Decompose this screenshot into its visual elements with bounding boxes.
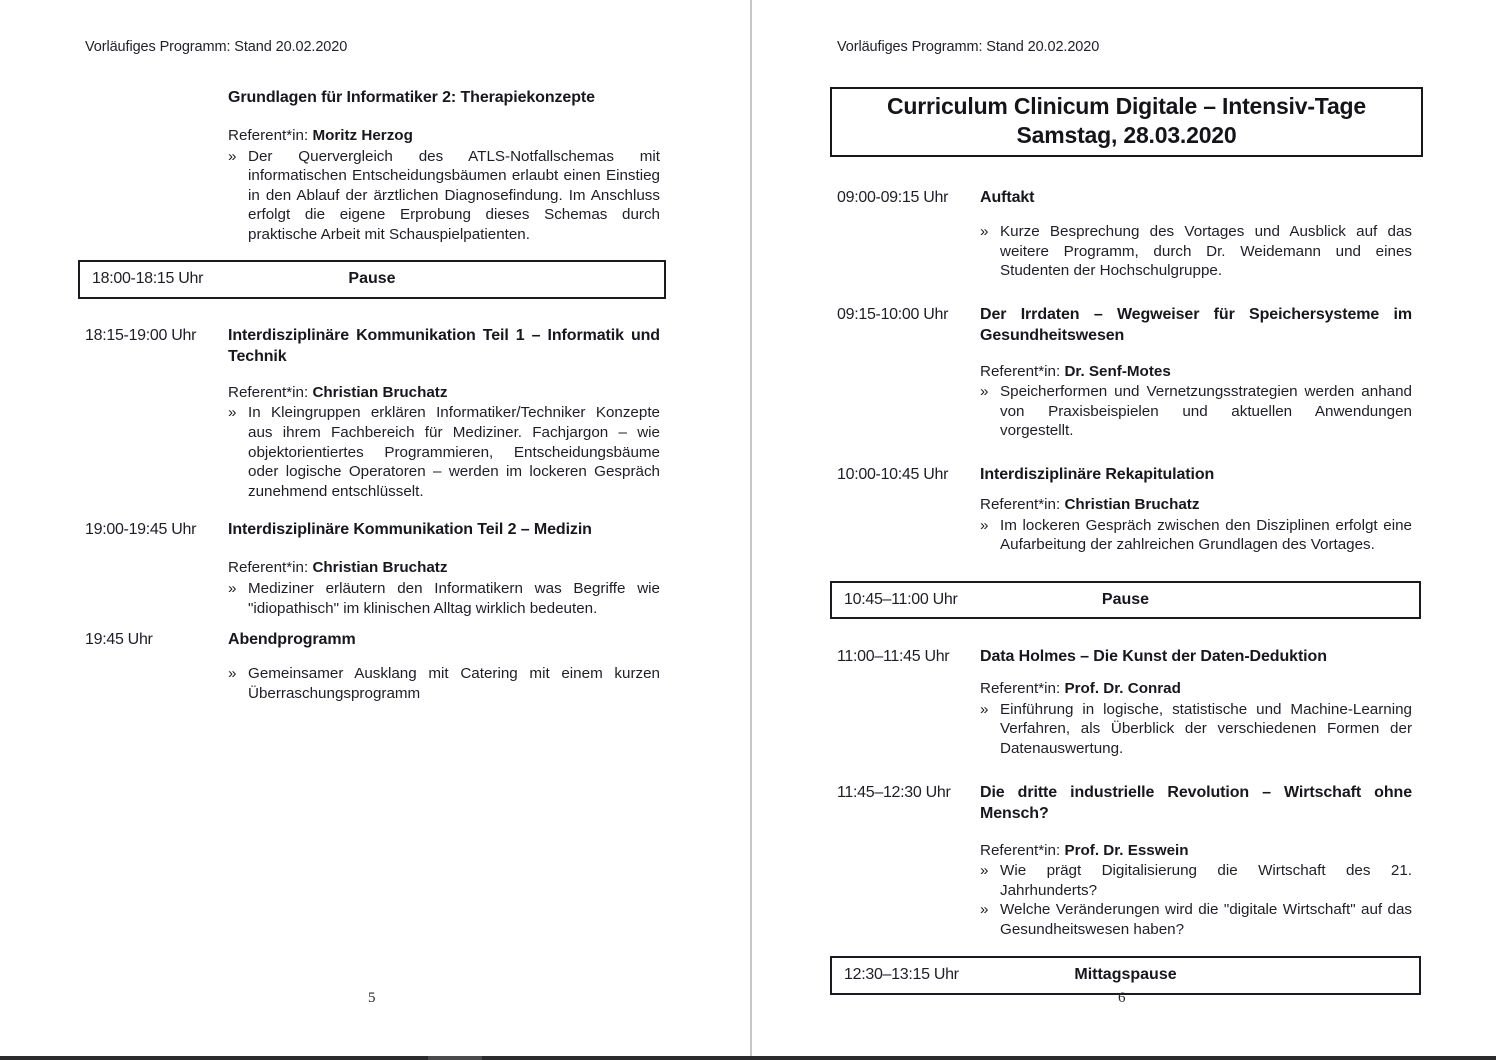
- session-kommunikation-1: [85, 325, 660, 501]
- session-time: 18:15-19:00 Uhr: [85, 326, 197, 344]
- bullet-text: Kurze Besprechung des Vortages und Ausblick auf das weitere Programm, durch Dr. Weidemann und eines Studenten der Hochschulgruppe.: [1000, 223, 1412, 280]
- session-title: Interdisziplinäre Kommunikation Teil 2 – Medizin: [228, 521, 592, 539]
- referent-name: Christian Bruchatz: [1064, 496, 1200, 514]
- session-title: Data Holmes – Die Kunst der Daten-Deduktion: [980, 648, 1327, 666]
- bullet-marker: »: [228, 665, 237, 683]
- bullet-marker: »: [980, 700, 989, 718]
- bullet-list: [980, 516, 1412, 555]
- referent-name: Prof. Dr. Esswein: [1064, 841, 1189, 859]
- pause-time: 18:00-18:15 Uhr: [92, 270, 204, 288]
- session-revolution: [837, 782, 1412, 940]
- session-kommunikation-2: [85, 519, 660, 618]
- session-time: 10:00-10:45 Uhr: [837, 466, 949, 484]
- referent-label: Referent*in:: [980, 841, 1061, 859]
- bullet-text: Im lockeren Gespräch zwischen den Disziplinen erfolgt eine Aufarbeitung der zahlreichen Grundlagen des Vortages.: [1000, 516, 1412, 554]
- session-content: [980, 782, 1412, 940]
- pause-box: [830, 581, 1421, 620]
- session-grundlagen-2: [85, 87, 660, 244]
- session-content: [228, 87, 660, 244]
- bullet-marker: »: [228, 579, 237, 597]
- bullet-list: [980, 700, 1412, 759]
- page-right: [752, 0, 1496, 1060]
- session-data-holmes: [837, 646, 1412, 758]
- bullet-marker: »: [980, 516, 989, 534]
- session-time: 09:00-09:15 Uhr: [837, 189, 949, 206]
- bullet-list: [228, 579, 660, 618]
- bullet-text: Einführung in logische, statistische und Machine-Learning Verfahren, als Überblick der verschiedenen Formen der Datenauswertung.: [1000, 700, 1412, 757]
- referent-line: [980, 679, 1412, 699]
- page-number: 5: [368, 990, 376, 1006]
- session-content: [980, 304, 1412, 441]
- session-title: Grundlagen für Informatiker 2: Therapiekonzepte: [228, 89, 595, 106]
- session-content: [980, 464, 1412, 555]
- bullet-item: [228, 664, 660, 703]
- session-abendprogramm: [85, 629, 660, 703]
- bullet-list: [980, 382, 1412, 441]
- bullet-list: [228, 147, 660, 245]
- bullet-item: [980, 700, 1412, 759]
- referent-label: Referent*in:: [980, 680, 1061, 698]
- bullet-item: [228, 579, 660, 618]
- referent-name: Moritz Herzog: [312, 127, 413, 144]
- session-time: 11:45–12:30 Uhr: [837, 783, 951, 801]
- referent-label: Referent*in:: [228, 127, 309, 144]
- session-title: Abendprogramm: [228, 631, 356, 649]
- referent-label: Referent*in:: [980, 362, 1061, 380]
- referent-name: Christian Bruchatz: [312, 559, 448, 577]
- referent-line: [228, 126, 660, 146]
- referent-label: Referent*in:: [980, 496, 1061, 514]
- session-content: [980, 187, 1412, 281]
- bullet-text: Mediziner erläutern den Informatikern was Begriffe wie "idiopathisch" im klinischen Alltag wirklich bedeuten.: [248, 579, 660, 617]
- bullet-marker: »: [980, 383, 989, 401]
- session-content: [980, 646, 1412, 758]
- bullet-item: [228, 147, 660, 245]
- session-title: Auftakt: [980, 189, 1035, 206]
- pause-box: [78, 260, 666, 299]
- session-title: Der Irrdaten – Wegweiser für Speichersysteme im Gesundheitswesen: [980, 305, 1412, 344]
- referent-line: [228, 383, 660, 403]
- session-time: 09:15-10:00 Uhr: [837, 305, 949, 323]
- session-title: Die dritte industrielle Revolution – Wirtschaft ohne Mensch?: [980, 783, 1412, 822]
- pause-time: 10:45–11:00 Uhr: [844, 590, 958, 608]
- bullet-item: [980, 382, 1412, 441]
- lunch-label: Mittagspause: [1074, 966, 1177, 984]
- session-time: 19:00-19:45 Uhr: [85, 521, 197, 539]
- session-content: [228, 629, 660, 703]
- pause-label: Pause: [1101, 590, 1150, 608]
- pause-label: Pause: [348, 270, 396, 288]
- referent-line: [980, 362, 1412, 382]
- referent-name: Prof. Dr. Conrad: [1064, 680, 1181, 698]
- session-time: 19:45 Uhr: [85, 631, 153, 649]
- bullet-text: Gemeinsamer Ausklang mit Catering mit einem kurzen Überraschungsprogramm: [248, 665, 660, 702]
- bullet-marker: »: [980, 223, 989, 240]
- bullet-list: [228, 664, 660, 703]
- referent-name: Christian Bruchatz: [312, 383, 448, 401]
- bullet-marker: »: [980, 862, 989, 880]
- bullet-item: [980, 861, 1412, 900]
- session-irrdaten: [837, 304, 1412, 441]
- bullet-list: [228, 403, 660, 501]
- session-rekapitulation: [837, 464, 1412, 555]
- bottom-bar: [0, 1056, 1496, 1060]
- bullet-text: Wie prägt Digitalisierung die Wirtschaft des 21. Jahrhunderts?: [1000, 862, 1412, 899]
- bullet-item: [980, 900, 1412, 939]
- referent-line: [228, 558, 660, 578]
- bullet-marker: »: [228, 147, 237, 165]
- day-title-line1: Curriculum Clinicum Digitale – Intensiv-Tage: [887, 93, 1366, 119]
- session-content: [228, 519, 660, 618]
- session-time: 11:00–11:45 Uhr: [837, 648, 950, 666]
- page-number: 6: [1118, 990, 1126, 1006]
- session-auftakt: [837, 187, 1412, 281]
- bullet-text: Der Quervergleich des ATLS-Notfallschemas mit informatischen Entscheidungsbäumen erlaubt einen Einstieg in den Ablauf der ärztlichen Diagnosefindung. Im Anschluss erfolgt die eigene Erprobung dieses Schemas durch praktische Arbeit mit Schauspielpatienten.: [248, 147, 660, 243]
- bullet-item: [980, 222, 1412, 281]
- session-title: Interdisziplinäre Kommunikation Teil 1 – Informatik und Technik: [228, 326, 660, 365]
- bullet-list: [980, 222, 1412, 281]
- lunch-time: 12:30–13:15 Uhr: [844, 966, 959, 984]
- bullet-item: [228, 403, 660, 501]
- bullet-list: [980, 861, 1412, 939]
- bullet-text: Speicherformen und Vernetzungsstrategien werden anhand von Praxisbeispielen und aktuellen Anwendungen vorgestellt.: [1000, 383, 1412, 440]
- session-title: Interdisziplinäre Rekapitulation: [980, 466, 1215, 484]
- referent-label: Referent*in:: [228, 383, 309, 401]
- referent-line: [980, 495, 1412, 515]
- bullet-marker: »: [228, 404, 237, 422]
- scrollbar-thumb[interactable]: [428, 1056, 482, 1060]
- referent-line: [980, 841, 1412, 861]
- bullet-item: [980, 516, 1412, 555]
- bullet-text: Welche Veränderungen wird die "digitale Wirtschaft" auf das Gesundheitswesen haben?: [1000, 901, 1412, 938]
- session-time: [85, 87, 228, 244]
- day-title-box: [830, 87, 1423, 157]
- header-note: Vorläufiges Programm: Stand 20.02.2020: [85, 39, 348, 55]
- referent-name: Dr. Senf-Motes: [1064, 362, 1171, 380]
- bullet-text: In Kleingruppen erklären Informatiker/Techniker Konzepte aus ihrem Fachbereich für Mediziner. Fachjargon – wie objektorientiertes Programmieren, Entscheidungsbäume oder logische Operatoren – werden im lockeren Gespräch zunehmend entschlüsselt.: [248, 404, 660, 500]
- day-title-line2: Samstag, 28.03.2020: [1016, 122, 1237, 148]
- bullet-marker: »: [980, 901, 989, 919]
- header-note: Vorläufiges Programm: Stand 20.02.2020: [837, 39, 1100, 55]
- referent-label: Referent*in:: [228, 559, 309, 577]
- session-content: [228, 325, 660, 501]
